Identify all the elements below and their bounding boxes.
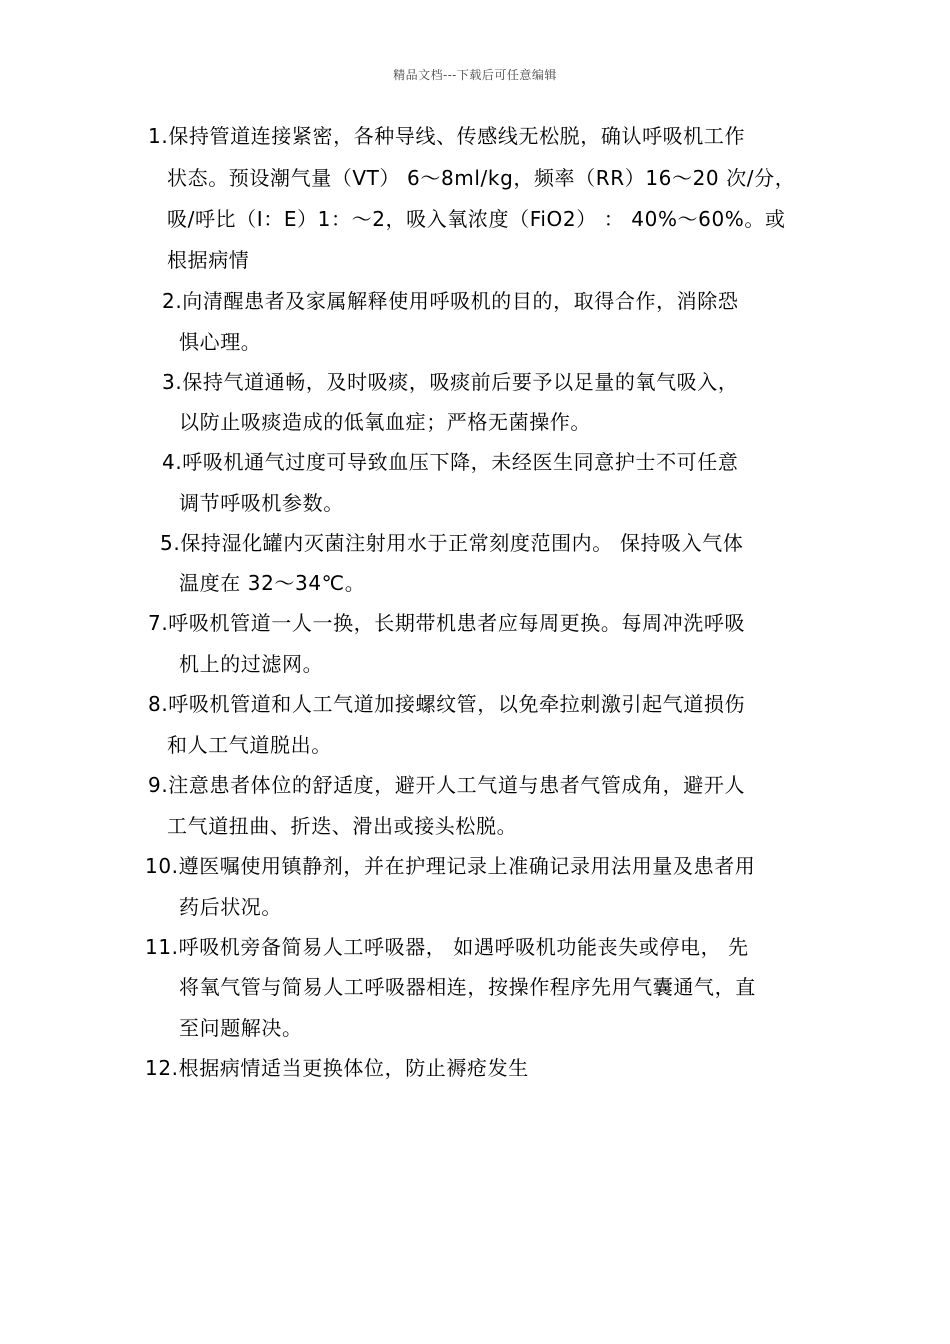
item-1-line-4: 根据病情 — [167, 248, 250, 272]
item-8-line-2: 和人工气道脱出。 — [167, 733, 332, 757]
item-11-line-2: 将氧气管与简易人工呼吸器相连，按操作程序先用气囊通气，直 — [179, 975, 756, 999]
item-4-line-1: 4.呼吸机通气过度可导致血压下降，未经医生同意护士不可任意 — [162, 450, 739, 474]
item-1-line-3: 吸/呼比（I：E）1：～2，吸入氧浓度（FiO2） ： 40%～60%。或 — [167, 207, 786, 231]
item-1-line-2: 状态。预设潮气量（VT） 6～8ml/kg，频率（RR）16～20 次/分， — [167, 166, 796, 190]
item-4-line-2: 调节呼吸机参数。 — [179, 491, 344, 515]
item-7-line-1: 7.呼吸机管道一人一换，长期带机患者应每周更换。每周冲洗呼吸 — [148, 611, 746, 635]
item-9-line-2: 工气道扭曲、折迭、滑出或接头松脱。 — [167, 814, 518, 838]
item-2-line-1: 2.向清醒患者及家属解释使用呼吸机的目的，取得合作，消除恐 — [162, 289, 739, 313]
page-header: 精品文档---下载后可任意编辑 — [393, 68, 557, 82]
item-9-line-1: 9.注意患者体位的舒适度，避开人工气道与患者气管成角，避开人 — [148, 773, 746, 797]
item-7-line-2: 机上的过滤网。 — [179, 652, 324, 676]
item-5-line-2: 温度在 32～34℃。 — [179, 571, 366, 595]
item-3-line-1: 3.保持气道通畅，及时吸痰，吸痰前后要予以足量的氧气吸入， — [162, 370, 739, 394]
item-10-line-1: 10.遵医嘱使用镇静剂，并在护理记录上准确记录用法用量及患者用 — [145, 854, 756, 878]
item-8-line-1: 8.呼吸机管道和人工气道加接螺纹管，以免牵拉刺激引起气道损伤 — [148, 692, 746, 716]
item-3-line-2: 以防止吸痰造成的低氧血症；严格无菌操作。 — [179, 410, 591, 434]
item-1-line-1: 1.保持管道连接紧密，各种导线、传感线无松脱，确认呼吸机工作 — [148, 124, 746, 148]
item-11-line-3: 至问题解决。 — [179, 1016, 303, 1040]
item-10-line-2: 药后状况。 — [179, 895, 282, 919]
item-12-line-1: 12.根据病情适当更换体位，防止褥疮发生 — [145, 1056, 529, 1080]
item-11-line-1: 11.呼吸机旁备简易人工呼吸器， 如遇呼吸机功能丧失或停电， 先 — [145, 935, 749, 959]
item-5-line-1: 5.保持湿化罐内灭菌注射用水于正常刻度范围内。 保持吸入气体 — [160, 531, 744, 555]
item-2-line-2: 惧心理。 — [179, 330, 262, 354]
